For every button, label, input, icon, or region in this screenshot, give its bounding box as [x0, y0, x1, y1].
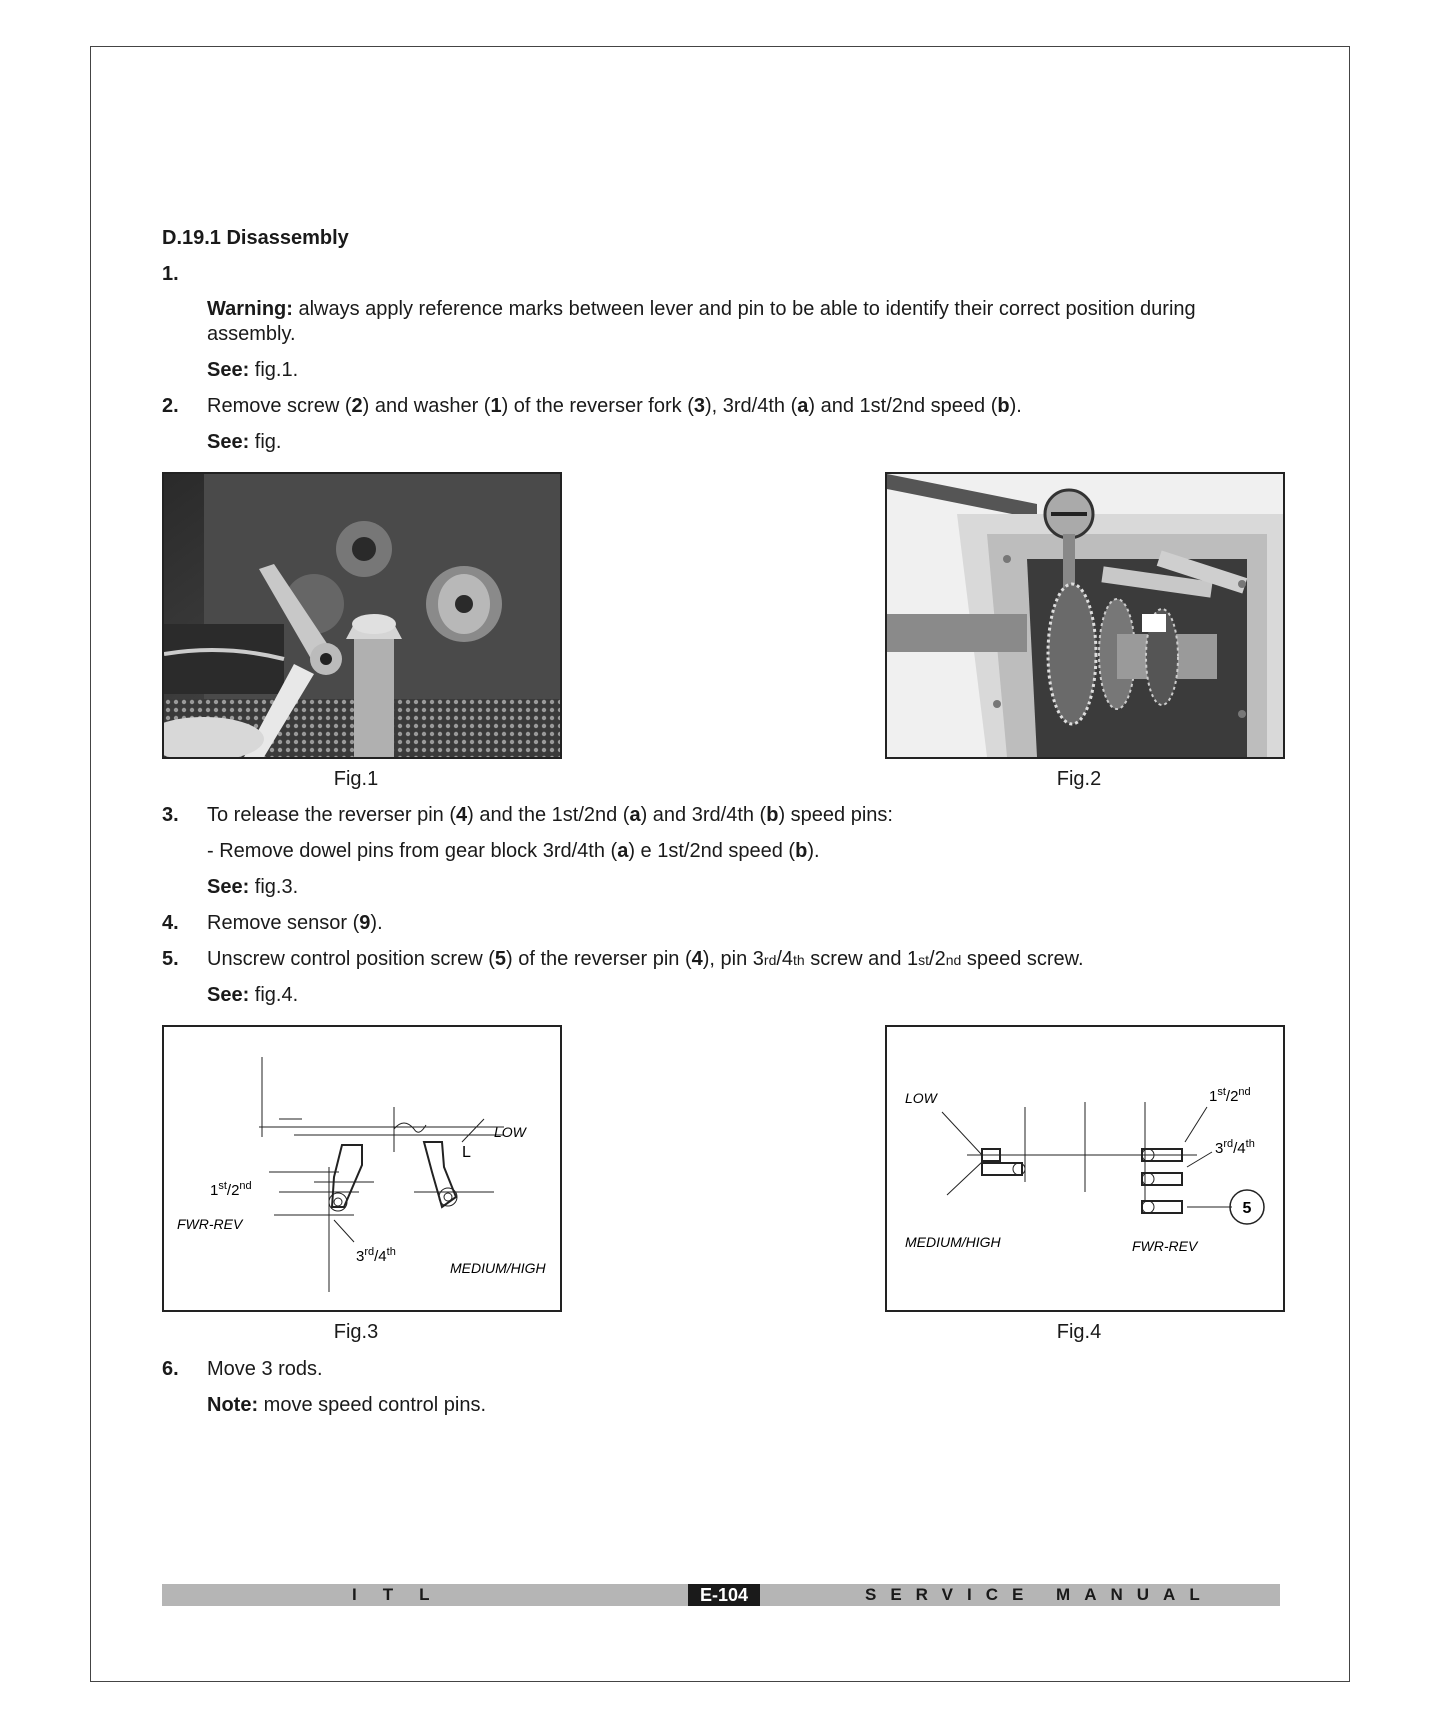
fig4-label-fwr-rev: FWR-REV	[1132, 1238, 1198, 1254]
step-3-number: 3.	[162, 804, 179, 826]
figure-3-illustration	[164, 1027, 560, 1310]
figure-4-caption: Fig.4	[1056, 1321, 1102, 1343]
figure-2-illustration	[887, 474, 1283, 757]
fig4-label-low: LOW	[905, 1090, 937, 1106]
figure-3-diagram	[162, 1025, 562, 1312]
see-fig3: See: fig.3.	[207, 876, 299, 898]
footer-brand: ITL	[352, 1585, 456, 1604]
fig4-label-medium-high: MEDIUM/HIGH	[905, 1234, 1001, 1250]
page-border	[90, 46, 1350, 1682]
figure-2-caption: Fig.2	[1056, 768, 1102, 790]
figure-1-caption: Fig.1	[333, 768, 379, 790]
step-5-number: 5.	[162, 948, 179, 970]
figure-4-diagram	[885, 1025, 1285, 1312]
step-6-number: 6.	[162, 1358, 179, 1380]
step-4-text: Remove sensor (9).	[207, 912, 383, 934]
step-3-subtext: - Remove dowel pins from gear block 3rd/4th (a) e 1st/2nd speed (b).	[207, 840, 820, 862]
figure-1-photo	[162, 472, 562, 759]
note: Note: move speed control pins.	[207, 1394, 487, 1416]
step-2-number: 2.	[162, 395, 179, 417]
fig3-label-3rd-4th: 3rd/4th	[356, 1246, 396, 1265]
step-6-text: Move 3 rods.	[207, 1358, 323, 1380]
warning-line-2: assembly.	[207, 323, 296, 345]
step-2-text: Remove screw (2) and washer (1) of the reverser fork (3), 3rd/4th (a) and 1st/2nd speed (b).	[207, 395, 1022, 417]
figure-4-illustration	[887, 1027, 1283, 1310]
step-5-text: Unscrew control position screw (5) of the reverser pin (4), pin 3rd/4th screw and 1st/2nd speed screw.	[207, 948, 1084, 970]
warning-line-1: Warning: always apply reference marks between lever and pin to be able to identify their correct position during	[207, 298, 1196, 320]
fig4-label-1st-2nd: 1st/2nd	[1209, 1086, 1251, 1105]
page-number: E-104	[688, 1584, 760, 1606]
fig3-label-medium-high: MEDIUM/HIGH	[450, 1260, 546, 1276]
step-4-number: 4.	[162, 912, 179, 934]
see-fig: See: fig.	[207, 431, 282, 453]
fig3-label-low: LOW	[494, 1124, 526, 1140]
fig3-label-1st-2nd: 1st/2nd	[210, 1180, 252, 1199]
figure-2-photo	[885, 472, 1285, 759]
fig4-callout-5: 5	[1242, 1200, 1252, 1217]
step-3-text: To release the reverser pin (4) and the 1st/2nd (a) and 3rd/4th (b) speed pins:	[207, 804, 893, 826]
figure-3-caption: Fig.3	[333, 1321, 379, 1343]
see-fig1: See: fig.1.	[207, 359, 299, 381]
step-1-number: 1.	[162, 263, 179, 285]
figure-1-illustration	[164, 474, 560, 757]
footer-manual-title: SERVICE MANUAL	[865, 1585, 1214, 1604]
fig3-label-fwr-rev: FWR-REV	[177, 1216, 243, 1232]
page-footer	[162, 1584, 1280, 1606]
fig4-label-3rd-4th: 3rd/4th	[1215, 1138, 1255, 1157]
fig3-label-l: L	[462, 1144, 471, 1161]
section-title: D.19.1 Disassembly	[162, 227, 349, 249]
see-fig4: See: fig.4.	[207, 984, 299, 1006]
